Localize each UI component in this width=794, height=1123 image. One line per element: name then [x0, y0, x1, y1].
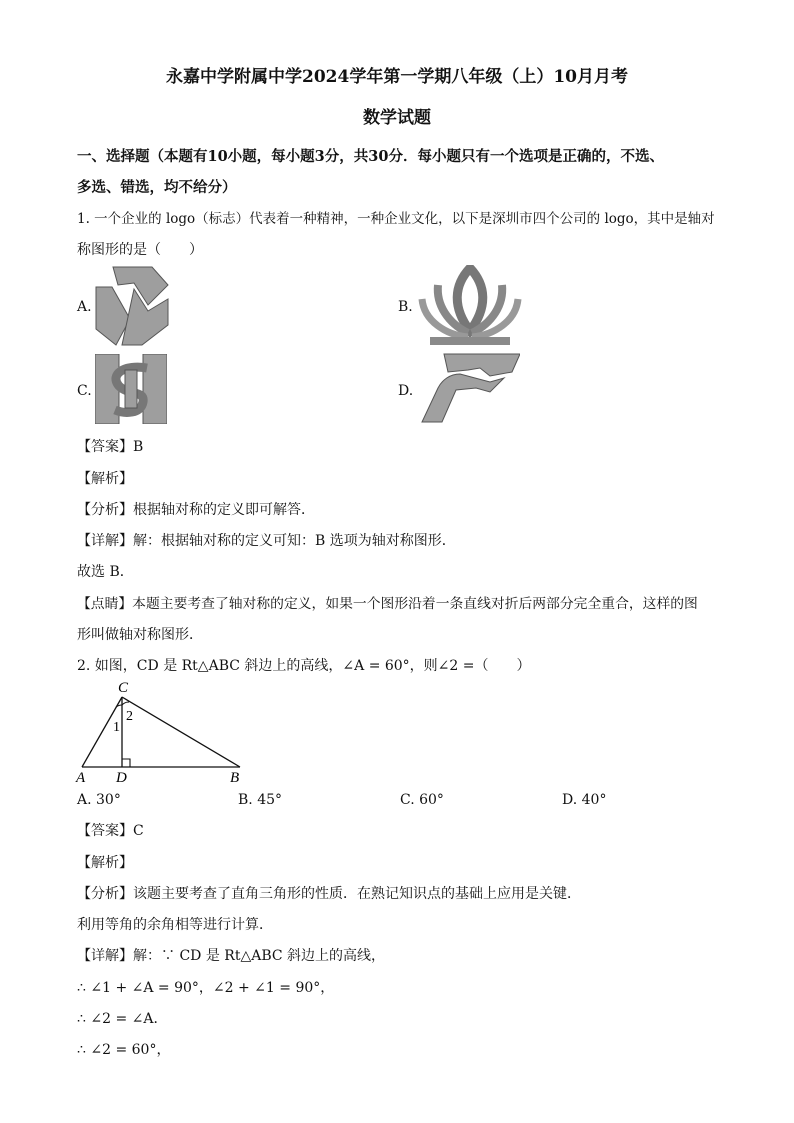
q2-stem: 2. 如图，CD 是 Rt△ABC 斜边上的高线，∠A = 60°，则∠2 =（ ） [77, 658, 531, 674]
vertex-c-label: C [118, 680, 129, 696]
q1-analysis-heading: 【解析】 [77, 471, 133, 487]
vertex-a-label: A [76, 770, 86, 784]
q2-option-c: C. 60° [400, 792, 444, 808]
q2-option-d: D. 40° [562, 792, 607, 808]
q2-step2: ∴ ∠2 = ∠A． [77, 1011, 168, 1027]
q1-option-b-label: B. [398, 299, 413, 315]
q2-method: 利用等角的余角相等进行计算． [77, 917, 273, 933]
logo-c-image [95, 354, 167, 424]
q2-answer: 【答案】C [77, 823, 144, 839]
q1-stem-line1: 1. 一个企业的 logo（标志）代表着一种精神，一种企业文化，以下是深圳市四个公司的 logo，其中是轴对 [77, 211, 715, 227]
logo-a-image [94, 265, 170, 347]
logo-b-image [418, 265, 522, 347]
section-heading-line1: 一、选择题（本题有10小题，每小题3分，共30分．每小题只有一个选项是正确的，不选、 [77, 148, 664, 165]
q2-option-a: A. 30° [77, 792, 121, 808]
q2-option-b: B. 45° [238, 792, 283, 808]
q1-fenxi: 【分析】根据轴对称的定义即可解答． [77, 502, 315, 518]
q1-option-d-label: D. [398, 383, 414, 399]
exam-subtitle: 数学试题 [363, 108, 431, 128]
logo-d-image [420, 352, 520, 424]
triangle-figure [72, 680, 252, 784]
q1-dianjing-line1: 【点睛】本题主要考查了轴对称的定义，如果一个图形沿着一条直线对折后两部分完全重合，这样的图 [77, 596, 698, 612]
q2-analysis-heading: 【解析】 [77, 855, 133, 871]
q1-conclusion: 故选 B． [77, 564, 134, 580]
q2-xiangjie: 【详解】解：∵ CD 是 Rt△ABC 斜边上的高线， [77, 948, 386, 964]
q2-step1: ∴ ∠1 + ∠A = 90°，∠2 + ∠1 = 90°， [77, 980, 335, 996]
q1-answer: 【答案】B [77, 439, 144, 455]
exam-title: 永嘉中学附属中学2024学年第一学期八年级（上）10月月考 [166, 67, 628, 87]
q2-step3: ∴ ∠2 = 60°， [77, 1042, 171, 1058]
q2-fenxi: 【分析】该题主要考查了直角三角形的性质．在熟记知识点的基础上应用是关键． [77, 886, 581, 902]
q1-option-a-label: A. [77, 299, 92, 315]
vertex-b-label: B [230, 770, 240, 784]
angle-2-label: 2 [126, 709, 133, 724]
angle-1-label: 1 [113, 720, 120, 735]
q1-dianjing-line2: 形叫做轴对称图形． [77, 627, 203, 643]
q1-stem-line2: 称图形的是（ ） [77, 242, 203, 258]
q1-option-c-label: C. [77, 383, 92, 399]
vertex-d-label: D [116, 770, 127, 784]
q1-xiangjie: 【详解】解：根据轴对称的定义可知：B 选项为轴对称图形． [77, 533, 456, 549]
section-heading-line2: 多选、错选，均不给分） [77, 179, 237, 196]
